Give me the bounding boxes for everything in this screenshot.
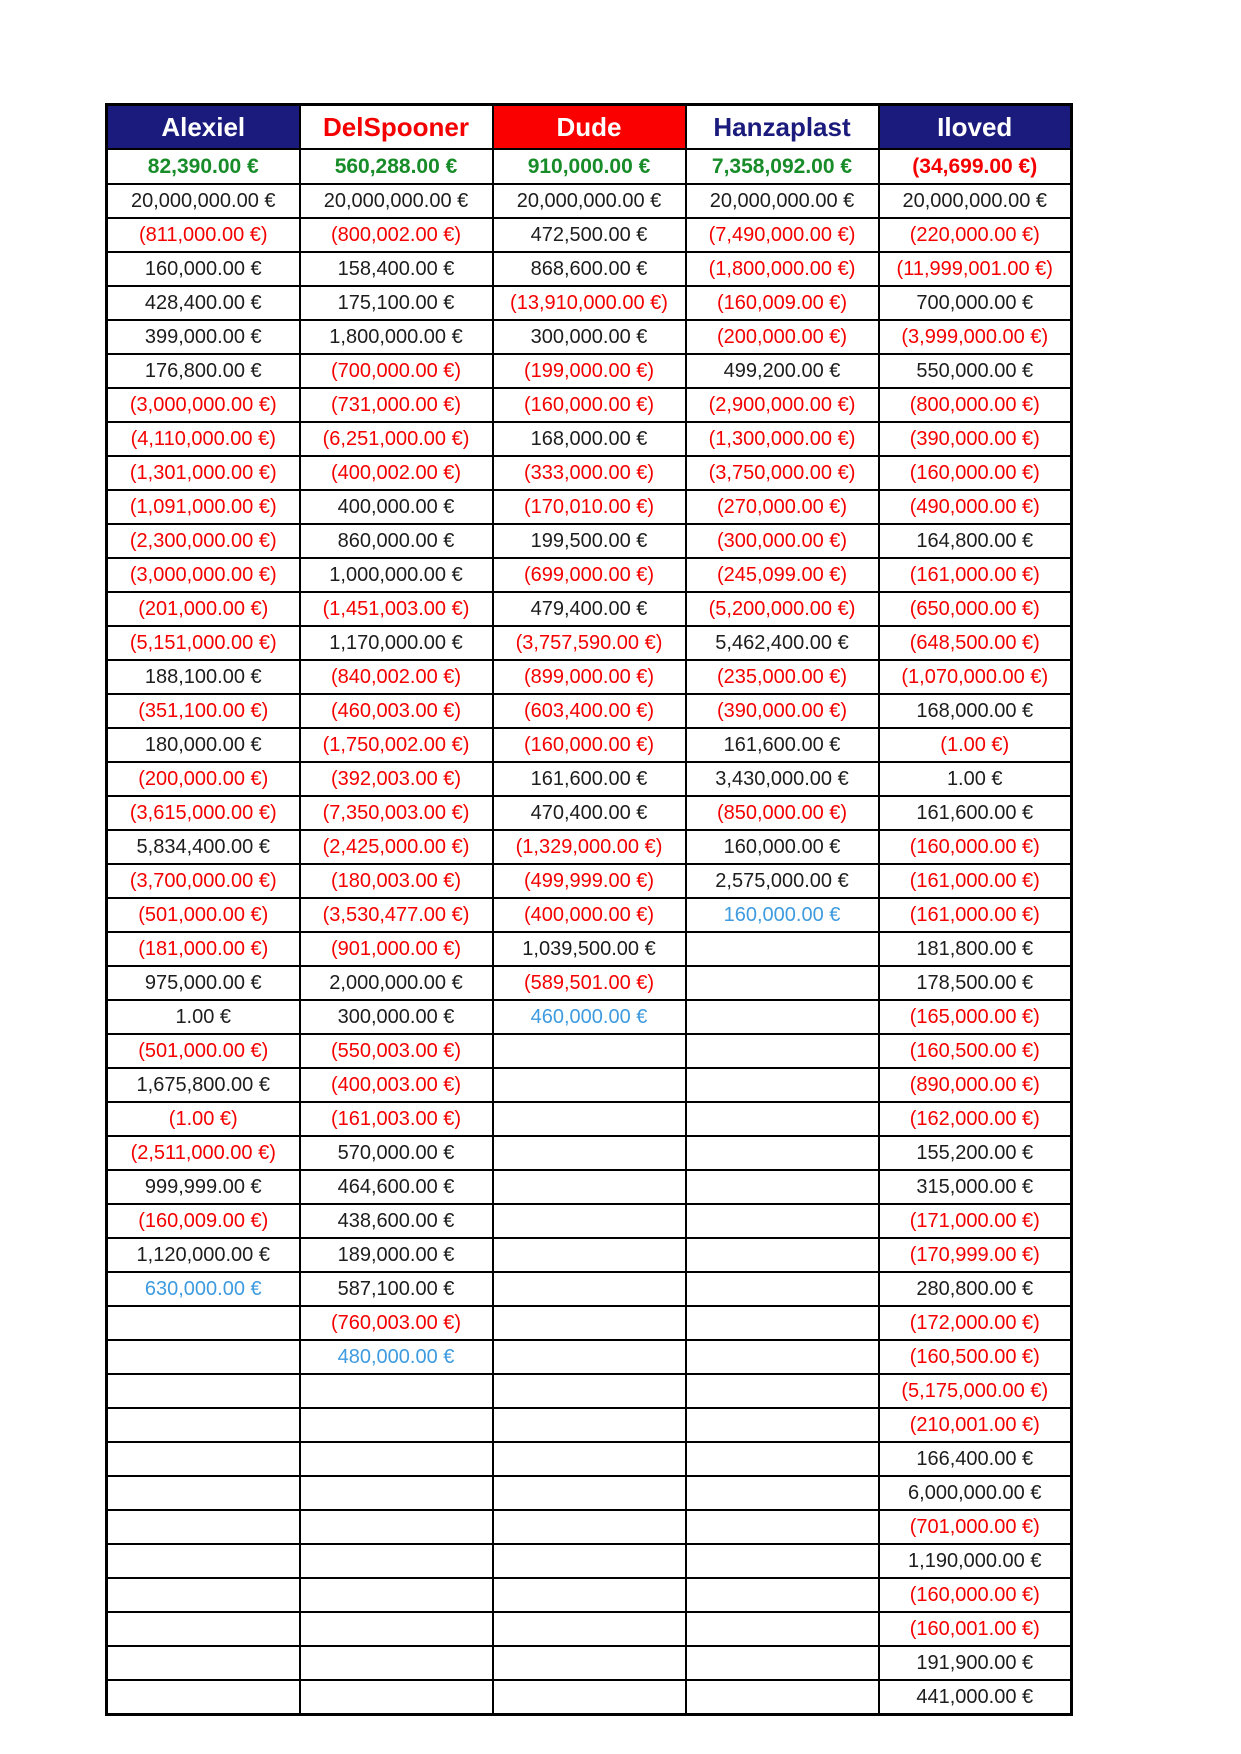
table-cell: 499,200.00 € <box>686 354 879 388</box>
table-cell: (6,251,000.00 €) <box>300 422 493 456</box>
table-cell: (3,000,000.00 €) <box>107 388 300 422</box>
table-head <box>107 105 1072 150</box>
empty-cell <box>493 1340 686 1374</box>
table-cell: (760,003.00 €) <box>300 1306 493 1340</box>
total-cell: (34,699.00 €) <box>879 149 1072 184</box>
empty-cell <box>300 1510 493 1544</box>
empty-cell <box>686 966 879 1000</box>
table-row <box>107 1442 1072 1476</box>
table-cell: 189,000.00 € <box>300 1238 493 1272</box>
table-row <box>107 252 1072 286</box>
table-cell: (800,002.00 €) <box>300 218 493 252</box>
table-row <box>107 1578 1072 1612</box>
table-cell: 160,000.00 € <box>107 252 300 286</box>
table-cell: 975,000.00 € <box>107 966 300 1000</box>
empty-cell <box>686 1306 879 1340</box>
table-cell: 570,000.00 € <box>300 1136 493 1170</box>
empty-cell <box>493 1578 686 1612</box>
table-cell: (460,003.00 €) <box>300 694 493 728</box>
table-cell: (648,500.00 €) <box>879 626 1072 660</box>
table-cell: 280,800.00 € <box>879 1272 1072 1306</box>
empty-cell <box>107 1408 300 1442</box>
table-cell: (3,757,590.00 €) <box>493 626 686 660</box>
table-cell: (2,425,000.00 €) <box>300 830 493 864</box>
column-header-delspooner: DelSpooner <box>300 105 493 150</box>
empty-cell <box>686 1102 879 1136</box>
table-cell: (840,002.00 €) <box>300 660 493 694</box>
table-cell: (2,511,000.00 €) <box>107 1136 300 1170</box>
table-cell: 700,000.00 € <box>879 286 1072 320</box>
table-cell: (200,000.00 €) <box>686 320 879 354</box>
table-cell: (890,000.00 €) <box>879 1068 1072 1102</box>
table-cell: (400,003.00 €) <box>300 1068 493 1102</box>
table-cell: (400,000.00 €) <box>493 898 686 932</box>
empty-cell <box>300 1544 493 1578</box>
table-cell: 158,400.00 € <box>300 252 493 286</box>
empty-cell <box>686 1476 879 1510</box>
table-cell: (390,000.00 €) <box>686 694 879 728</box>
table-cell: 399,000.00 € <box>107 320 300 354</box>
table-cell: (160,001.00 €) <box>879 1612 1072 1646</box>
table-cell: 999,999.00 € <box>107 1170 300 1204</box>
table-cell: 300,000.00 € <box>300 1000 493 1034</box>
table-cell: (650,000.00 €) <box>879 592 1072 626</box>
table-row <box>107 1374 1072 1408</box>
table-row <box>107 1306 1072 1340</box>
table-cell: 155,200.00 € <box>879 1136 1072 1170</box>
empty-cell <box>686 1442 879 1476</box>
table-cell: (1,070,000.00 €) <box>879 660 1072 694</box>
table-row <box>107 830 1072 864</box>
table-cell: (3,999,000.00 €) <box>879 320 1072 354</box>
table-cell: 1,190,000.00 € <box>879 1544 1072 1578</box>
table-cell: 1,800,000.00 € <box>300 320 493 354</box>
table-cell: (13,910,000.00 €) <box>493 286 686 320</box>
table-cell: 550,000.00 € <box>879 354 1072 388</box>
table-row <box>107 898 1072 932</box>
table-cell: 199,500.00 € <box>493 524 686 558</box>
table-cell: (811,000.00 €) <box>107 218 300 252</box>
table-row <box>107 218 1072 252</box>
empty-cell <box>107 1442 300 1476</box>
table-cell: (3,750,000.00 €) <box>686 456 879 490</box>
table-cell: 160,000.00 € <box>686 830 879 864</box>
table-row <box>107 660 1072 694</box>
table-cell: (170,010.00 €) <box>493 490 686 524</box>
table-row <box>107 1544 1072 1578</box>
table-cell: (161,000.00 €) <box>879 898 1072 932</box>
table-cell: 5,834,400.00 € <box>107 830 300 864</box>
financial-table <box>105 103 1073 1716</box>
table-cell: (731,000.00 €) <box>300 388 493 422</box>
column-header-dude: Dude <box>493 105 686 150</box>
table-cell: (901,000.00 €) <box>300 932 493 966</box>
table-cell: 1,675,800.00 € <box>107 1068 300 1102</box>
table-cell: (699,000.00 €) <box>493 558 686 592</box>
empty-cell <box>493 1170 686 1204</box>
table-cell: 400,000.00 € <box>300 490 493 524</box>
total-cell: 910,000.00 € <box>493 149 686 184</box>
total-cell: 82,390.00 € <box>107 149 300 184</box>
empty-cell <box>686 1068 879 1102</box>
empty-cell <box>107 1578 300 1612</box>
empty-cell <box>493 1204 686 1238</box>
table-cell: 472,500.00 € <box>493 218 686 252</box>
empty-cell <box>300 1578 493 1612</box>
empty-cell <box>107 1340 300 1374</box>
table-cell: (161,000.00 €) <box>879 864 1072 898</box>
empty-cell <box>107 1476 300 1510</box>
table-row <box>107 728 1072 762</box>
table-cell: 168,000.00 € <box>879 694 1072 728</box>
table-cell: (701,000.00 €) <box>879 1510 1072 1544</box>
table-cell: 2,000,000.00 € <box>300 966 493 1000</box>
empty-cell <box>686 1272 879 1306</box>
table-cell: (160,000.00 €) <box>879 1578 1072 1612</box>
table-cell: (700,000.00 €) <box>300 354 493 388</box>
table-row <box>107 354 1072 388</box>
table-cell: (7,490,000.00 €) <box>686 218 879 252</box>
table-cell: (392,003.00 €) <box>300 762 493 796</box>
empty-cell <box>107 1612 300 1646</box>
table-cell: (3,700,000.00 €) <box>107 864 300 898</box>
table-cell: 479,400.00 € <box>493 592 686 626</box>
empty-cell <box>107 1306 300 1340</box>
table-cell: (3,000,000.00 €) <box>107 558 300 592</box>
table-cell: 175,100.00 € <box>300 286 493 320</box>
empty-cell <box>300 1442 493 1476</box>
table-cell: (161,003.00 €) <box>300 1102 493 1136</box>
table-cell: 315,000.00 € <box>879 1170 1072 1204</box>
table-cell: 188,100.00 € <box>107 660 300 694</box>
table-cell: (1,091,000.00 €) <box>107 490 300 524</box>
empty-cell <box>300 1646 493 1680</box>
empty-cell <box>686 932 879 966</box>
empty-cell <box>686 1136 879 1170</box>
empty-cell <box>686 1680 879 1715</box>
table-row <box>107 592 1072 626</box>
table-row <box>107 1646 1072 1680</box>
table-cell: (1.00 €) <box>879 728 1072 762</box>
table-cell: 3,430,000.00 € <box>686 762 879 796</box>
table-cell: 164,800.00 € <box>879 524 1072 558</box>
table-cell: (390,000.00 €) <box>879 422 1072 456</box>
empty-cell <box>686 1340 879 1374</box>
empty-cell <box>493 1612 686 1646</box>
table-cell: (235,000.00 €) <box>686 660 879 694</box>
table-row <box>107 320 1072 354</box>
table-row <box>107 1340 1072 1374</box>
table-cell: 180,000.00 € <box>107 728 300 762</box>
table-cell: 441,000.00 € <box>879 1680 1072 1715</box>
empty-cell <box>686 1034 879 1068</box>
empty-cell <box>300 1612 493 1646</box>
table-row <box>107 762 1072 796</box>
table-row <box>107 1612 1072 1646</box>
table-cell: (899,000.00 €) <box>493 660 686 694</box>
table-row <box>107 1136 1072 1170</box>
table-row <box>107 1238 1072 1272</box>
empty-cell <box>493 1068 686 1102</box>
table-cell: (171,000.00 €) <box>879 1204 1072 1238</box>
table-cell: (1,300,000.00 €) <box>686 422 879 456</box>
table-cell: 20,000,000.00 € <box>107 184 300 218</box>
table-body <box>107 149 1072 1715</box>
table-cell: (300,000.00 €) <box>686 524 879 558</box>
empty-cell <box>107 1646 300 1680</box>
table-row <box>107 1272 1072 1306</box>
table-cell: 178,500.00 € <box>879 966 1072 1000</box>
empty-cell <box>493 1034 686 1068</box>
table-cell: (3,615,000.00 €) <box>107 796 300 830</box>
column-header-hanzaplast: Hanzaplast <box>686 105 879 150</box>
empty-cell <box>300 1408 493 1442</box>
table-cell: (603,400.00 €) <box>493 694 686 728</box>
table-cell: 630,000.00 € <box>107 1272 300 1306</box>
table-cell: (160,000.00 €) <box>493 388 686 422</box>
empty-cell <box>686 1646 879 1680</box>
total-cell: 7,358,092.00 € <box>686 149 879 184</box>
table-cell: 161,600.00 € <box>686 728 879 762</box>
table-cell: (160,000.00 €) <box>493 728 686 762</box>
total-cell: 560,288.00 € <box>300 149 493 184</box>
table-row <box>107 1680 1072 1715</box>
table-row <box>107 694 1072 728</box>
table-cell: (5,200,000.00 €) <box>686 592 879 626</box>
table-cell: (2,900,000.00 €) <box>686 388 879 422</box>
table-cell: 460,000.00 € <box>493 1000 686 1034</box>
table-row <box>107 1102 1072 1136</box>
table-cell: 428,400.00 € <box>107 286 300 320</box>
table-cell: 470,400.00 € <box>493 796 686 830</box>
column-header-alexiel: Alexiel <box>107 105 300 150</box>
table-row <box>107 626 1072 660</box>
table-cell: (1,301,000.00 €) <box>107 456 300 490</box>
table-cell: (245,099.00 €) <box>686 558 879 592</box>
table-row <box>107 388 1072 422</box>
table-row <box>107 1034 1072 1068</box>
empty-cell <box>107 1374 300 1408</box>
table-cell: (800,000.00 €) <box>879 388 1072 422</box>
table-cell: (7,350,003.00 €) <box>300 796 493 830</box>
table-cell: 20,000,000.00 € <box>300 184 493 218</box>
table-cell: 1,120,000.00 € <box>107 1238 300 1272</box>
table-cell: 168,000.00 € <box>493 422 686 456</box>
table-cell: 300,000.00 € <box>493 320 686 354</box>
table-row <box>107 286 1072 320</box>
table-cell: 1.00 € <box>879 762 1072 796</box>
table-cell: (490,000.00 €) <box>879 490 1072 524</box>
empty-cell <box>686 1612 879 1646</box>
table-cell: (3,530,477.00 €) <box>300 898 493 932</box>
table-cell: (161,000.00 €) <box>879 558 1072 592</box>
header-row <box>107 105 1072 150</box>
empty-cell <box>686 1510 879 1544</box>
table-row <box>107 1170 1072 1204</box>
table-cell: (199,000.00 €) <box>493 354 686 388</box>
table-cell: (201,000.00 €) <box>107 592 300 626</box>
table-cell: 587,100.00 € <box>300 1272 493 1306</box>
table-cell: (1,451,003.00 €) <box>300 592 493 626</box>
table-cell: 1,170,000.00 € <box>300 626 493 660</box>
table-row <box>107 796 1072 830</box>
empty-cell <box>686 1170 879 1204</box>
table-cell: (180,003.00 €) <box>300 864 493 898</box>
table-cell: (333,000.00 €) <box>493 456 686 490</box>
table-cell: (1,329,000.00 €) <box>493 830 686 864</box>
empty-cell <box>493 1510 686 1544</box>
table-row <box>107 932 1072 966</box>
empty-cell <box>686 1408 879 1442</box>
table-cell: 20,000,000.00 € <box>686 184 879 218</box>
empty-cell <box>493 1476 686 1510</box>
empty-cell <box>493 1102 686 1136</box>
table-row <box>107 1510 1072 1544</box>
empty-cell <box>107 1510 300 1544</box>
table-cell: (351,100.00 €) <box>107 694 300 728</box>
table-cell: (5,175,000.00 €) <box>879 1374 1072 1408</box>
table-row <box>107 966 1072 1000</box>
table-cell: 860,000.00 € <box>300 524 493 558</box>
table-row <box>107 558 1072 592</box>
table-cell: 191,900.00 € <box>879 1646 1072 1680</box>
table-row <box>107 1204 1072 1238</box>
empty-cell <box>686 1204 879 1238</box>
table-cell: (4,110,000.00 €) <box>107 422 300 456</box>
table-cell: (160,000.00 €) <box>879 830 1072 864</box>
table-cell: 480,000.00 € <box>300 1340 493 1374</box>
table-cell: 176,800.00 € <box>107 354 300 388</box>
table-cell: (162,000.00 €) <box>879 1102 1072 1136</box>
empty-cell <box>493 1136 686 1170</box>
table-cell: 20,000,000.00 € <box>879 184 1072 218</box>
totals-row <box>107 149 1072 184</box>
table-row <box>107 1476 1072 1510</box>
table-cell: (1,750,002.00 €) <box>300 728 493 762</box>
empty-cell <box>107 1680 300 1715</box>
table-cell: (1,800,000.00 €) <box>686 252 879 286</box>
table-cell: 5,462,400.00 € <box>686 626 879 660</box>
table-cell: 20,000,000.00 € <box>493 184 686 218</box>
table-cell: 2,575,000.00 € <box>686 864 879 898</box>
table-cell: (501,000.00 €) <box>107 898 300 932</box>
table-cell: (5,151,000.00 €) <box>107 626 300 660</box>
table-row <box>107 1000 1072 1034</box>
table-cell: 161,600.00 € <box>493 762 686 796</box>
table-row <box>107 1068 1072 1102</box>
table-row <box>107 490 1072 524</box>
table-cell: 464,600.00 € <box>300 1170 493 1204</box>
table-cell: (1.00 €) <box>107 1102 300 1136</box>
empty-cell <box>493 1408 686 1442</box>
table-cell: 160,000.00 € <box>686 898 879 932</box>
empty-cell <box>493 1272 686 1306</box>
table-cell: (501,000.00 €) <box>107 1034 300 1068</box>
table-cell: (210,001.00 €) <box>879 1408 1072 1442</box>
empty-cell <box>300 1680 493 1715</box>
empty-cell <box>493 1646 686 1680</box>
table-cell: 161,600.00 € <box>879 796 1072 830</box>
table-row <box>107 184 1072 218</box>
empty-cell <box>493 1306 686 1340</box>
empty-cell <box>686 1578 879 1612</box>
table-cell: (400,002.00 €) <box>300 456 493 490</box>
table-cell: (160,009.00 €) <box>107 1204 300 1238</box>
table-cell: (499,999.00 €) <box>493 864 686 898</box>
table-cell: (200,000.00 €) <box>107 762 300 796</box>
table-row <box>107 456 1072 490</box>
empty-cell <box>300 1476 493 1510</box>
table-cell: (170,999.00 €) <box>879 1238 1072 1272</box>
table-row <box>107 524 1072 558</box>
empty-cell <box>686 1000 879 1034</box>
table-cell: (160,500.00 €) <box>879 1340 1072 1374</box>
table-cell: 166,400.00 € <box>879 1442 1072 1476</box>
empty-cell <box>493 1374 686 1408</box>
table-cell: 1.00 € <box>107 1000 300 1034</box>
table-row <box>107 1408 1072 1442</box>
empty-cell <box>686 1544 879 1578</box>
table-cell: 6,000,000.00 € <box>879 1476 1072 1510</box>
table-cell: (160,009.00 €) <box>686 286 879 320</box>
empty-cell <box>686 1238 879 1272</box>
table-cell: (850,000.00 €) <box>686 796 879 830</box>
empty-cell <box>300 1374 493 1408</box>
empty-cell <box>493 1680 686 1715</box>
empty-cell <box>493 1544 686 1578</box>
table-cell: 1,039,500.00 € <box>493 932 686 966</box>
empty-cell <box>686 1374 879 1408</box>
table-cell: (165,000.00 €) <box>879 1000 1072 1034</box>
table-cell: 438,600.00 € <box>300 1204 493 1238</box>
empty-cell <box>107 1544 300 1578</box>
table-cell: 1,000,000.00 € <box>300 558 493 592</box>
table-cell: (2,300,000.00 €) <box>107 524 300 558</box>
table-cell: (220,000.00 €) <box>879 218 1072 252</box>
table-cell: (589,501.00 €) <box>493 966 686 1000</box>
empty-cell <box>493 1442 686 1476</box>
table-cell: 181,800.00 € <box>879 932 1072 966</box>
table-row <box>107 864 1072 898</box>
table-cell: (160,000.00 €) <box>879 456 1072 490</box>
table-cell: 868,600.00 € <box>493 252 686 286</box>
column-header-iloved: Iloved <box>879 105 1072 150</box>
table-cell: (270,000.00 €) <box>686 490 879 524</box>
table-cell: (550,003.00 €) <box>300 1034 493 1068</box>
table-cell: (172,000.00 €) <box>879 1306 1072 1340</box>
table-row <box>107 422 1072 456</box>
table-cell: (160,500.00 €) <box>879 1034 1072 1068</box>
empty-cell <box>493 1238 686 1272</box>
table-cell: (181,000.00 €) <box>107 932 300 966</box>
table-cell: (11,999,001.00 €) <box>879 252 1072 286</box>
